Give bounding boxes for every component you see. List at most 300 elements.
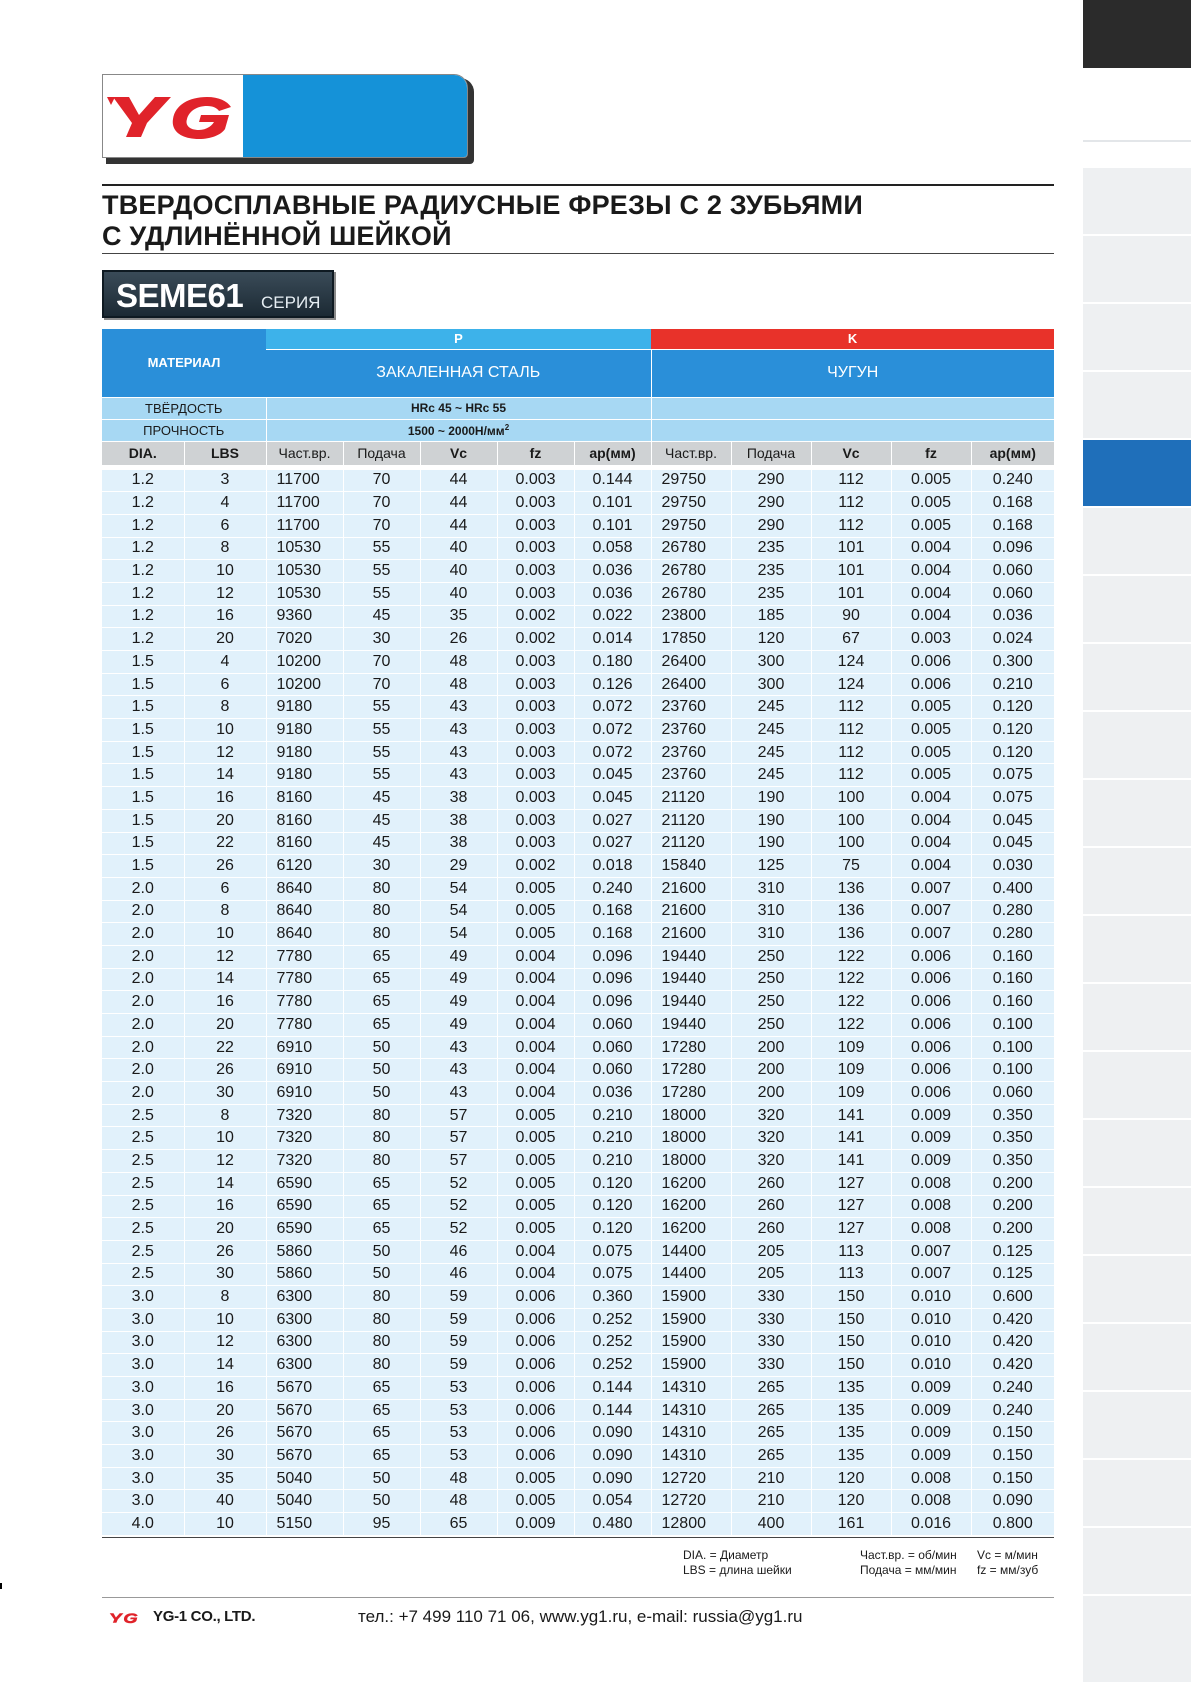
table-cell: 0.006 bbox=[497, 1377, 574, 1400]
table-cell: 0.007 bbox=[891, 877, 971, 900]
table-cell: 3.0 bbox=[102, 1422, 184, 1445]
side-tab-6[interactable] bbox=[1083, 372, 1191, 440]
table-cell: 0.022 bbox=[574, 605, 651, 628]
table-cell: 70 bbox=[343, 651, 420, 674]
table-cell: 0.006 bbox=[497, 1286, 574, 1309]
table-cell: 310 bbox=[731, 923, 811, 946]
table-cell: 0.168 bbox=[971, 514, 1054, 537]
table-cell: 23760 bbox=[651, 764, 731, 787]
table-cell: 0.060 bbox=[971, 1082, 1054, 1105]
table-cell: 0.004 bbox=[891, 787, 971, 810]
side-tab-2[interactable] bbox=[1083, 70, 1191, 142]
table-cell: 150 bbox=[811, 1331, 891, 1354]
table-cell: 49 bbox=[420, 991, 497, 1014]
table-cell: 1.5 bbox=[102, 651, 184, 674]
side-tab-13[interactable] bbox=[1083, 848, 1191, 916]
table-cell: 0.120 bbox=[971, 741, 1054, 764]
side-tab-5[interactable] bbox=[1083, 304, 1191, 372]
table-cell: 75 bbox=[811, 855, 891, 878]
table-cell: 6910 bbox=[266, 1082, 343, 1105]
table-cell: 57 bbox=[420, 1104, 497, 1127]
table-cell: 3.0 bbox=[102, 1286, 184, 1309]
side-tab-17[interactable] bbox=[1083, 1120, 1191, 1188]
table-cell: 14310 bbox=[651, 1422, 731, 1445]
table-cell: 290 bbox=[731, 492, 811, 515]
table-cell: 0.045 bbox=[574, 787, 651, 810]
table-cell: 21600 bbox=[651, 923, 731, 946]
table-cell: 3.0 bbox=[102, 1331, 184, 1354]
table-cell: 0.008 bbox=[891, 1195, 971, 1218]
table-cell: 0.010 bbox=[891, 1331, 971, 1354]
table-cell: 0.420 bbox=[971, 1354, 1054, 1377]
table-cell: 21600 bbox=[651, 900, 731, 923]
table-cell: 0.420 bbox=[971, 1331, 1054, 1354]
table-cell: 0.003 bbox=[497, 469, 574, 492]
table-cell: 0.008 bbox=[891, 1490, 971, 1513]
table-cell: 0.036 bbox=[574, 1082, 651, 1105]
table-cell: 0.125 bbox=[971, 1263, 1054, 1286]
hardness-value: HRc 45 ~ HRc 55 bbox=[266, 397, 651, 419]
table-cell: 18000 bbox=[651, 1150, 731, 1173]
side-tab-14[interactable] bbox=[1083, 916, 1191, 984]
table-cell: 136 bbox=[811, 877, 891, 900]
table-cell: 1.5 bbox=[102, 787, 184, 810]
table-row bbox=[102, 492, 1054, 515]
table-cell: 141 bbox=[811, 1127, 891, 1150]
table-cell: 0.003 bbox=[497, 764, 574, 787]
table-cell: 6590 bbox=[266, 1172, 343, 1195]
table-cell: 3.0 bbox=[102, 1467, 184, 1490]
side-tabs bbox=[1083, 0, 1191, 1684]
table-cell: 0.168 bbox=[574, 900, 651, 923]
table-cell: 0.005 bbox=[497, 1104, 574, 1127]
table-cell: 1.5 bbox=[102, 764, 184, 787]
side-tab-3[interactable] bbox=[1083, 168, 1191, 236]
table-cell: 20 bbox=[184, 1014, 266, 1037]
side-tab-20[interactable] bbox=[1083, 1324, 1191, 1392]
side-tab-15[interactable] bbox=[1083, 984, 1191, 1052]
legend-lbs: LBS = длина шейки bbox=[683, 1563, 792, 1577]
table-cell: 18000 bbox=[651, 1127, 731, 1150]
table-cell: 80 bbox=[343, 1127, 420, 1150]
table-cell: 210 bbox=[731, 1490, 811, 1513]
table-cell: 0.150 bbox=[971, 1467, 1054, 1490]
table-cell: 26780 bbox=[651, 582, 731, 605]
table-cell: 1.5 bbox=[102, 809, 184, 832]
table-cell: 48 bbox=[420, 1490, 497, 1513]
column-header: Vc bbox=[420, 441, 497, 465]
table-cell: 48 bbox=[420, 651, 497, 674]
table-cell: 20 bbox=[184, 628, 266, 651]
table-cell: 0.160 bbox=[971, 991, 1054, 1014]
table-cell: 0.005 bbox=[891, 719, 971, 742]
table-cell: 12 bbox=[184, 1331, 266, 1354]
cutting-conditions-table bbox=[102, 329, 1054, 1535]
table-cell: 0.002 bbox=[497, 628, 574, 651]
table-cell: 8640 bbox=[266, 877, 343, 900]
table-cell: 80 bbox=[343, 1331, 420, 1354]
table-cell: 17850 bbox=[651, 628, 731, 651]
table-cell: 0.045 bbox=[971, 832, 1054, 855]
table-cell: 300 bbox=[731, 651, 811, 674]
table-cell: 0.004 bbox=[891, 605, 971, 628]
table-cell: 0.027 bbox=[574, 832, 651, 855]
table-cell: 0.016 bbox=[891, 1513, 971, 1536]
table-row bbox=[102, 1422, 1054, 1445]
table-cell: 3 bbox=[184, 469, 266, 492]
table-cell: 7780 bbox=[266, 945, 343, 968]
table-cell: 29750 bbox=[651, 492, 731, 515]
table-cell: 17280 bbox=[651, 1059, 731, 1082]
table-cell: 50 bbox=[343, 1240, 420, 1263]
table-cell: 0.007 bbox=[891, 1240, 971, 1263]
table-cell: 16 bbox=[184, 787, 266, 810]
table-cell: 21120 bbox=[651, 809, 731, 832]
table-cell: 0.200 bbox=[971, 1172, 1054, 1195]
table-cell: 0.420 bbox=[971, 1308, 1054, 1331]
table-cell: 40 bbox=[184, 1490, 266, 1513]
table-cell: 0.240 bbox=[574, 877, 651, 900]
table-cell: 38 bbox=[420, 787, 497, 810]
table-cell: 0.096 bbox=[574, 945, 651, 968]
table-cell: 7320 bbox=[266, 1104, 343, 1127]
table-cell: 26400 bbox=[651, 673, 731, 696]
table-cell: 0.005 bbox=[891, 764, 971, 787]
table-cell: 0.036 bbox=[574, 560, 651, 583]
side-tab-active[interactable] bbox=[1083, 440, 1191, 508]
table-row bbox=[102, 832, 1054, 855]
table-cell: 150 bbox=[811, 1354, 891, 1377]
table-cell: 5150 bbox=[266, 1513, 343, 1536]
table-cell: 54 bbox=[420, 877, 497, 900]
table-cell: 0.090 bbox=[971, 1490, 1054, 1513]
table-cell: 0.120 bbox=[574, 1172, 651, 1195]
table-cell: 2.5 bbox=[102, 1218, 184, 1241]
table-cell: 55 bbox=[343, 741, 420, 764]
table-cell: 80 bbox=[343, 877, 420, 900]
table-cell: 0.144 bbox=[574, 469, 651, 492]
table-cell: 113 bbox=[811, 1240, 891, 1263]
table-cell: 0.075 bbox=[574, 1240, 651, 1263]
table-cell: 14310 bbox=[651, 1445, 731, 1468]
table-cell: 0.027 bbox=[574, 809, 651, 832]
table-cell: 10200 bbox=[266, 673, 343, 696]
table-cell: 12 bbox=[184, 741, 266, 764]
table-cell: 0.009 bbox=[891, 1422, 971, 1445]
table-cell: 59 bbox=[420, 1354, 497, 1377]
series-word: СЕРИЯ bbox=[261, 293, 321, 312]
table-cell: 70 bbox=[343, 514, 420, 537]
table-cell: 8640 bbox=[266, 900, 343, 923]
table-cell: 122 bbox=[811, 968, 891, 991]
table-cell: 0.400 bbox=[971, 877, 1054, 900]
table-cell: 44 bbox=[420, 469, 497, 492]
table-cell: 18000 bbox=[651, 1104, 731, 1127]
table-row bbox=[102, 1240, 1054, 1263]
column-header: Подача bbox=[731, 441, 811, 465]
side-tab-4[interactable] bbox=[1083, 236, 1191, 304]
table-cell: 4 bbox=[184, 492, 266, 515]
table-cell: 45 bbox=[343, 605, 420, 628]
column-header: fz bbox=[497, 441, 574, 465]
table-cell: 0.075 bbox=[574, 1263, 651, 1286]
table-cell: 0.004 bbox=[891, 537, 971, 560]
table-cell: 101 bbox=[811, 560, 891, 583]
table-cell: 2.0 bbox=[102, 900, 184, 923]
table-row bbox=[102, 1127, 1054, 1150]
side-tab-21[interactable] bbox=[1083, 1392, 1191, 1460]
table-cell: 0.100 bbox=[971, 1059, 1054, 1082]
table-row bbox=[102, 809, 1054, 832]
table-cell: 15900 bbox=[651, 1286, 731, 1309]
footer-yg-logo bbox=[102, 1608, 146, 1628]
table-cell: 0.060 bbox=[574, 1014, 651, 1037]
table-cell: 135 bbox=[811, 1422, 891, 1445]
table-cell: 15900 bbox=[651, 1308, 731, 1331]
table-cell: 6300 bbox=[266, 1331, 343, 1354]
side-tab-19[interactable] bbox=[1083, 1256, 1191, 1324]
table-cell: 67 bbox=[811, 628, 891, 651]
column-header: Част.вр. bbox=[651, 441, 731, 465]
column-header: ap(мм) bbox=[971, 441, 1054, 465]
table-row bbox=[102, 582, 1054, 605]
brand-header bbox=[102, 74, 472, 162]
table-row bbox=[102, 877, 1054, 900]
table-cell: 5860 bbox=[266, 1240, 343, 1263]
table-cell: 0.006 bbox=[891, 673, 971, 696]
table-cell: 50 bbox=[343, 1082, 420, 1105]
table-cell: 0.240 bbox=[971, 1399, 1054, 1422]
table-cell: 0.060 bbox=[574, 1036, 651, 1059]
table-cell: 5670 bbox=[266, 1445, 343, 1468]
table-cell: 6590 bbox=[266, 1218, 343, 1241]
table-cell: 0.009 bbox=[891, 1445, 971, 1468]
table-cell: 30 bbox=[184, 1082, 266, 1105]
table-cell: 190 bbox=[731, 787, 811, 810]
table-cell: 0.350 bbox=[971, 1150, 1054, 1173]
side-tab-22[interactable] bbox=[1083, 1460, 1191, 1528]
table-cell: 0.150 bbox=[971, 1445, 1054, 1468]
hardness-k-value bbox=[651, 397, 1054, 419]
table-cell: 6 bbox=[184, 514, 266, 537]
table-cell: 2.0 bbox=[102, 1082, 184, 1105]
table-cell: 0.005 bbox=[497, 1150, 574, 1173]
table-cell: 8 bbox=[184, 900, 266, 923]
side-tab-1[interactable] bbox=[1083, 0, 1191, 70]
table-cell: 40 bbox=[420, 582, 497, 605]
table-cell: 0.480 bbox=[574, 1513, 651, 1536]
table-cell: 290 bbox=[731, 469, 811, 492]
table-cell: 0.006 bbox=[891, 991, 971, 1014]
table-cell: 59 bbox=[420, 1331, 497, 1354]
side-tab-12[interactable] bbox=[1083, 780, 1191, 848]
table-cell: 127 bbox=[811, 1195, 891, 1218]
table-cell: 2.0 bbox=[102, 923, 184, 946]
table-cell: 0.018 bbox=[574, 855, 651, 878]
table-cell: 10530 bbox=[266, 582, 343, 605]
table-cell: 300 bbox=[731, 673, 811, 696]
side-tab-9[interactable] bbox=[1083, 576, 1191, 644]
table-cell: 127 bbox=[811, 1218, 891, 1241]
side-tab-11[interactable] bbox=[1083, 712, 1191, 780]
table-row bbox=[102, 1308, 1054, 1331]
table-cell: 136 bbox=[811, 900, 891, 923]
strength-label: ПРОЧНОСТЬ bbox=[102, 419, 266, 441]
table-cell: 0.003 bbox=[891, 628, 971, 651]
table-cell: 10 bbox=[184, 1127, 266, 1150]
table-cell: 0.006 bbox=[497, 1354, 574, 1377]
table-cell: 19440 bbox=[651, 945, 731, 968]
table-row bbox=[102, 945, 1054, 968]
table-cell: 10530 bbox=[266, 537, 343, 560]
table-cell: 30 bbox=[184, 1445, 266, 1468]
table-row bbox=[102, 651, 1054, 674]
table-cell: 7320 bbox=[266, 1150, 343, 1173]
table-cell: 245 bbox=[731, 719, 811, 742]
yg-logo bbox=[103, 75, 243, 158]
table-cell: 3.0 bbox=[102, 1399, 184, 1422]
table-cell: 0.006 bbox=[497, 1399, 574, 1422]
table-cell: 135 bbox=[811, 1399, 891, 1422]
table-cell: 12800 bbox=[651, 1513, 731, 1536]
table-cell: 0.036 bbox=[971, 605, 1054, 628]
table-cell: 1.5 bbox=[102, 673, 184, 696]
table-cell: 0.004 bbox=[497, 945, 574, 968]
table-cell: 0.100 bbox=[971, 1014, 1054, 1037]
table-cell: 23760 bbox=[651, 696, 731, 719]
table-cell: 0.003 bbox=[497, 696, 574, 719]
table-cell: 49 bbox=[420, 1014, 497, 1037]
table-cell: 109 bbox=[811, 1059, 891, 1082]
table-cell: 55 bbox=[343, 719, 420, 742]
table-cell: 0.004 bbox=[891, 560, 971, 583]
column-header: fz bbox=[891, 441, 971, 465]
table-cell: 2.0 bbox=[102, 945, 184, 968]
table-cell: 0.280 bbox=[971, 923, 1054, 946]
table-row bbox=[102, 764, 1054, 787]
table-cell: 161 bbox=[811, 1513, 891, 1536]
table-row bbox=[102, 1104, 1054, 1127]
table-cell: 5670 bbox=[266, 1399, 343, 1422]
page-title-line1: ТВЕРДОСПЛАВНЫЕ РАДИУСНЫЕ ФРЕЗЫ С 2 ЗУБЬЯМИ bbox=[102, 190, 863, 220]
table-row bbox=[102, 1286, 1054, 1309]
table-cell: 2.0 bbox=[102, 1059, 184, 1082]
table-cell: 0.096 bbox=[574, 991, 651, 1014]
table-cell: 55 bbox=[343, 764, 420, 787]
table-cell: 21600 bbox=[651, 877, 731, 900]
table-row bbox=[102, 696, 1054, 719]
table-cell: 9180 bbox=[266, 696, 343, 719]
table-row bbox=[102, 514, 1054, 537]
table-cell: 49 bbox=[420, 945, 497, 968]
table-cell: 0.300 bbox=[971, 651, 1054, 674]
table-cell: 2.0 bbox=[102, 1014, 184, 1037]
table-cell: 29750 bbox=[651, 469, 731, 492]
table-cell: 2.5 bbox=[102, 1195, 184, 1218]
table-cell: 49 bbox=[420, 968, 497, 991]
table-cell: 22 bbox=[184, 832, 266, 855]
table-cell: 44 bbox=[420, 492, 497, 515]
table-cell: 120 bbox=[731, 628, 811, 651]
table-cell: 2.0 bbox=[102, 968, 184, 991]
table-cell: 45 bbox=[343, 787, 420, 810]
table-cell: 17280 bbox=[651, 1082, 731, 1105]
table-cell: 2.5 bbox=[102, 1172, 184, 1195]
table-cell: 190 bbox=[731, 809, 811, 832]
table-cell: 0.005 bbox=[891, 469, 971, 492]
table-cell: 14400 bbox=[651, 1263, 731, 1286]
table-cell: 0.120 bbox=[971, 696, 1054, 719]
table-cell: 1.2 bbox=[102, 469, 184, 492]
table-cell: 46 bbox=[420, 1263, 497, 1286]
group-p: P bbox=[266, 329, 651, 349]
table-cell: 0.030 bbox=[971, 855, 1054, 878]
table-cell: 0.007 bbox=[891, 900, 971, 923]
series-badge bbox=[102, 270, 334, 318]
table-cell: 50 bbox=[343, 1036, 420, 1059]
table-cell: 127 bbox=[811, 1172, 891, 1195]
table-cell: 0.004 bbox=[497, 1082, 574, 1105]
table-cell: 8160 bbox=[266, 809, 343, 832]
table-cell: 0.005 bbox=[891, 514, 971, 537]
side-tab-23[interactable] bbox=[1083, 1528, 1191, 1596]
table-cell: 53 bbox=[420, 1422, 497, 1445]
column-header: Подача bbox=[343, 441, 420, 465]
table-cell: 0.045 bbox=[574, 764, 651, 787]
table-cell: 3.0 bbox=[102, 1354, 184, 1377]
table-row bbox=[102, 741, 1054, 764]
table-cell: 52 bbox=[420, 1218, 497, 1241]
table-cell: 0.210 bbox=[971, 673, 1054, 696]
table-cell: 0.014 bbox=[574, 628, 651, 651]
table-cell: 0.006 bbox=[497, 1445, 574, 1468]
side-tab-18[interactable] bbox=[1083, 1188, 1191, 1256]
side-tab-24[interactable] bbox=[1083, 1596, 1191, 1684]
legend-mid bbox=[860, 1548, 957, 1578]
table-cell: 0.003 bbox=[497, 809, 574, 832]
table-cell: 65 bbox=[420, 1513, 497, 1536]
table-cell: 0.090 bbox=[574, 1445, 651, 1468]
table-cell: 245 bbox=[731, 741, 811, 764]
side-tab-10[interactable] bbox=[1083, 644, 1191, 712]
column-header: Vc bbox=[811, 441, 891, 465]
table-cell: 16 bbox=[184, 605, 266, 628]
table-cell: 330 bbox=[731, 1354, 811, 1377]
table-cell: 1.5 bbox=[102, 855, 184, 878]
table-cell: 15840 bbox=[651, 855, 731, 878]
table-cell: 48 bbox=[420, 673, 497, 696]
table-cell: 26780 bbox=[651, 537, 731, 560]
table-cell: 6910 bbox=[266, 1036, 343, 1059]
table-cell: 1.2 bbox=[102, 537, 184, 560]
table-cell: 6300 bbox=[266, 1354, 343, 1377]
table-cell: 260 bbox=[731, 1218, 811, 1241]
side-tab-8[interactable] bbox=[1083, 508, 1191, 576]
table-cell: 320 bbox=[731, 1127, 811, 1150]
table-cell: 0.168 bbox=[971, 492, 1054, 515]
side-tab-16[interactable] bbox=[1083, 1052, 1191, 1120]
table-cell: 0.003 bbox=[497, 560, 574, 583]
table-cell: 16200 bbox=[651, 1195, 731, 1218]
legend-left bbox=[683, 1548, 792, 1578]
table-cell: 0.003 bbox=[497, 673, 574, 696]
table-cell: 205 bbox=[731, 1263, 811, 1286]
table-cell: 330 bbox=[731, 1286, 811, 1309]
table-cell: 0.168 bbox=[574, 923, 651, 946]
table-cell: 0.010 bbox=[891, 1308, 971, 1331]
table-cell: 53 bbox=[420, 1399, 497, 1422]
table-cell: 0.009 bbox=[891, 1150, 971, 1173]
